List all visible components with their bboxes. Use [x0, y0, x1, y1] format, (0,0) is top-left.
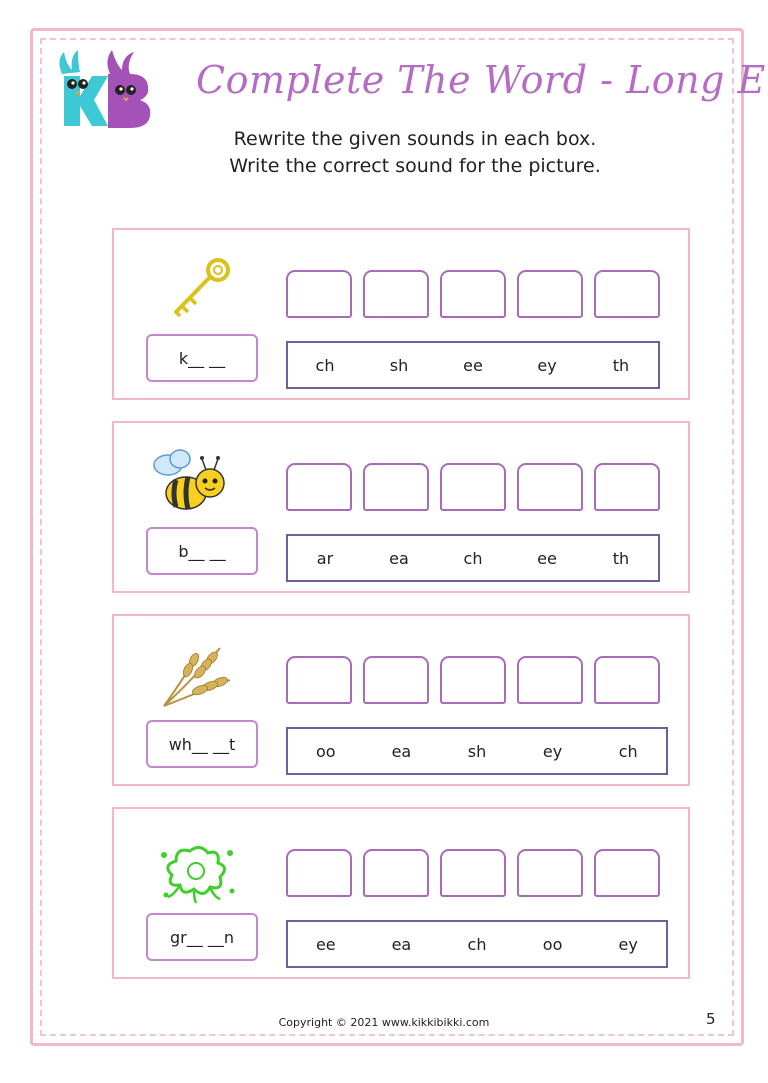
- sound-choices: [286, 341, 660, 389]
- green-splat-icon: [150, 831, 240, 911]
- answer-box-5[interactable]: [594, 656, 660, 704]
- sound-choice: ea: [391, 934, 412, 954]
- sound-choice: sh: [389, 355, 409, 375]
- copyright-footer: Copyright © 2021 www.kikkibikki.com: [278, 1016, 490, 1029]
- sound-choice: ey: [542, 741, 563, 761]
- instructions: [160, 126, 670, 180]
- key-icon: [150, 252, 240, 332]
- sound-choice: ea: [389, 548, 409, 568]
- answer-box-2[interactable]: [363, 270, 429, 318]
- page-title: Complete The Word - Long E: [196, 58, 766, 102]
- answer-box-3[interactable]: [440, 270, 506, 318]
- answer-box-1[interactable]: [286, 849, 352, 897]
- sound-choice: ar: [316, 548, 334, 568]
- sound-choice: ch: [618, 741, 638, 761]
- answer-box-3[interactable]: [440, 849, 506, 897]
- wheat-icon: [150, 638, 240, 718]
- sound-choice: ey: [618, 934, 638, 954]
- word-prompt: k__ __: [146, 334, 258, 382]
- answer-box-2[interactable]: [363, 849, 429, 897]
- sound-choice: ch: [315, 355, 335, 375]
- sound-choice: th: [612, 548, 630, 568]
- word-prompt: b__ __: [146, 527, 258, 575]
- answer-box-4[interactable]: [517, 270, 583, 318]
- answer-box-4[interactable]: [517, 656, 583, 704]
- sound-choices: [286, 920, 668, 968]
- sound-choice: th: [612, 355, 630, 375]
- answer-box-4[interactable]: [517, 849, 583, 897]
- answer-box-2[interactable]: [363, 656, 429, 704]
- exercise-card: [112, 228, 690, 400]
- instruction-line-1: Rewrite the given sounds in each box.: [233, 128, 597, 150]
- sound-choice: oo: [542, 934, 563, 954]
- sound-choice: ea: [391, 741, 412, 761]
- answer-box-1[interactable]: [286, 656, 352, 704]
- answer-box-1[interactable]: [286, 463, 352, 511]
- answer-box-5[interactable]: [594, 270, 660, 318]
- exercise-card: [112, 807, 690, 979]
- exercise-card: [112, 614, 690, 786]
- bee-icon: [150, 445, 240, 525]
- sound-choices: [286, 727, 668, 775]
- answer-box-3[interactable]: [440, 463, 506, 511]
- answer-box-5[interactable]: [594, 463, 660, 511]
- sound-choice: ee: [315, 934, 336, 954]
- sound-choice: ee: [537, 548, 557, 568]
- sound-choice: ch: [467, 934, 487, 954]
- exercise-card: [112, 421, 690, 593]
- sound-choice: ee: [463, 355, 483, 375]
- kb-logo-icon: [52, 46, 156, 132]
- page-number: 5: [706, 1010, 716, 1028]
- word-prompt: wh__ __t: [146, 720, 258, 768]
- instruction-line-2: Write the correct sound for the picture.: [229, 155, 601, 177]
- sound-choice: ch: [463, 548, 483, 568]
- answer-box-2[interactable]: [363, 463, 429, 511]
- sound-choice: oo: [316, 741, 336, 761]
- answer-box-1[interactable]: [286, 270, 352, 318]
- sound-choice: ey: [537, 355, 557, 375]
- answer-box-5[interactable]: [594, 849, 660, 897]
- sound-choices: [286, 534, 660, 582]
- answer-box-3[interactable]: [440, 656, 506, 704]
- sound-choice: sh: [467, 741, 487, 761]
- answer-box-4[interactable]: [517, 463, 583, 511]
- word-prompt: gr__ __n: [146, 913, 258, 961]
